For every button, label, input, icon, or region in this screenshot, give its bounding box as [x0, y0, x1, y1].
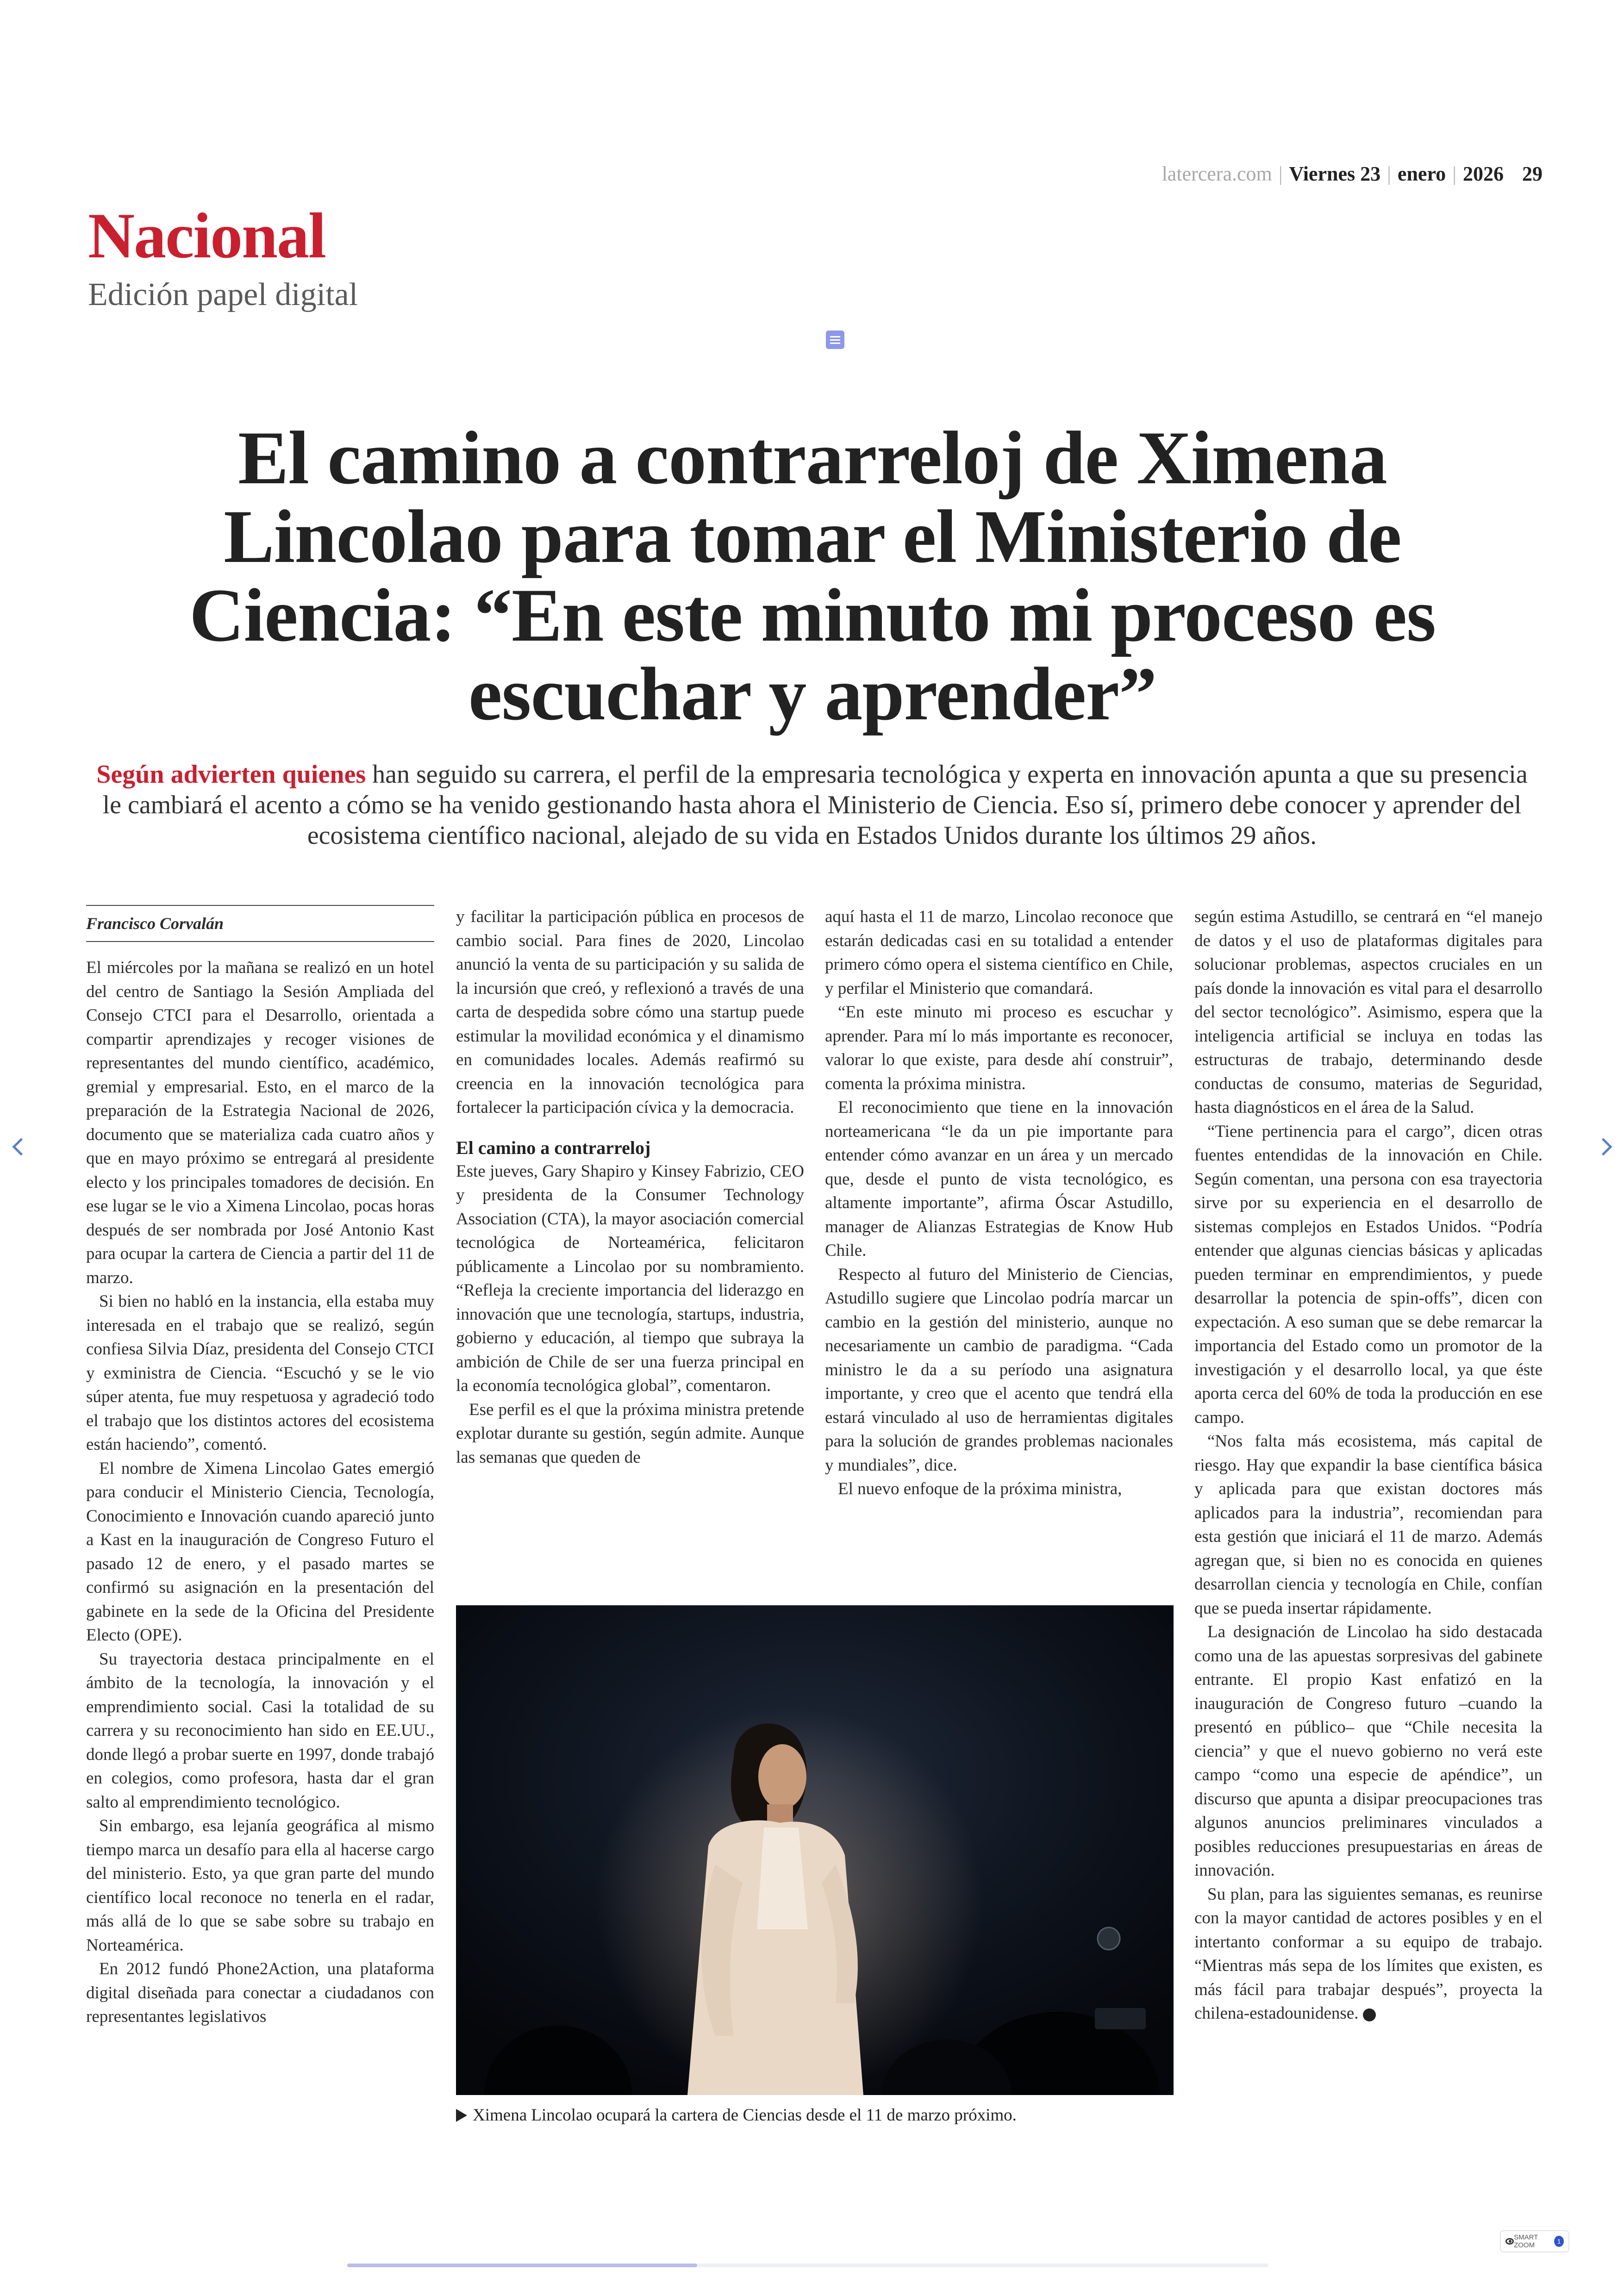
paragraph: aquí hasta el 11 de marzo, Lincolao reconoce que estarán dedicadas casi en su totalidad a entender primero cómo opera el sistema científico en Chile, y perfilar el Ministerio que comandará.: [825, 907, 1173, 998]
paragraph: Si bien no habló en la instancia, ella estaba muy interesada en el trabajo que se realizó, según confiesa Silvia Díaz, presidenta del Consejo CTCI y exministra de Ciencia. “Escuchó y se le vio súper atenta, fue muy respetuosa y agradeció todo el trabajo que los distintos actores del ecosistema están haciendo”, comentó.: [86, 1292, 434, 1454]
page-number: 29: [1522, 162, 1543, 185]
paragraph: “Tiene pertinencia para el cargo”, dicen otras fuentes entendidas de la innovación en Chile. Según comentan, una persona con esa trayectoria sirve por su experiencia en el desarrollo de sistemas complejos en Estados Unidos. “Podría entender que algunas ciencias básicas y aplicadas pueden terminar en emprendimientos, y puede desarrollar la potencia de spin-offs”, dicen con expectación. A eso suman que se debe remarcar la importancia del Estado como un promotor de la investigación y el desarrollo local, ya que éste aporta cerca del 60% de toda la producción en ese campo.: [1194, 1122, 1543, 1427]
article-column-1: [86, 905, 434, 2029]
caption-text: Ximena Lincolao ocupará la cartera de Ciencias desde el 11 de marzo próximo.: [473, 2106, 1017, 2125]
end-of-article-icon: [1363, 2008, 1376, 2021]
date-month: enero: [1397, 162, 1446, 185]
next-page-button[interactable]: [1593, 1133, 1617, 1161]
paragraph: “Nos falta más ecosistema, más capital de riesgo. Hay que expandir la base científica básica y aplicada para que existan doctores más aplicados para la industria”, recomiendan para esta gestión que iniciará el 11 de marzo. Además agregan que, si bien no es conocida en quienes desarrollan ciencia y tecnología en Chile, confían que se pueda insertar rápidamente.: [1194, 1432, 1543, 1618]
site-name: latercera.com: [1162, 162, 1272, 185]
deck-text: han seguido su carrera, el perfil de la empresaria tecnológica y experta en innovación apunta a que su presencia le cambiará el acento a cómo se ha venido gestionando hasta ahora el Ministerio de Ciencia. Eso sí, primero debe conocer y aprender del ecosistema científico nacional, alejado de su vida en Estados Unidos durante los últimos 29 años.: [102, 760, 1528, 850]
date-day: Viernes 23: [1289, 162, 1381, 185]
paragraph: El reconocimiento que tiene en la innovación norteamericana “le da un pie importante para entender cómo avanzar en un área y un mercado que, desde el punto de vista tecnológico, es altamente importante”, afirma Óscar Astudillo, manager de Alianzas Estrategias de Know Hub Chile.: [825, 1098, 1173, 1260]
paragraph: [1194, 1883, 1543, 2026]
subheading: El camino a contrarreloj: [456, 1137, 651, 1158]
reading-progress-bar[interactable]: [347, 2264, 1268, 2267]
smart-zoom-label: SMART ZOOM: [1514, 2233, 1538, 2249]
smart-zoom-count: 1: [1554, 2236, 1564, 2247]
date-year: 2026: [1463, 162, 1504, 185]
article-column-2: [456, 905, 804, 1469]
photo-illustration: [456, 1605, 1174, 2095]
paragraph: “En este minuto mi proceso es escuchar y aprender. Para mí lo más importante es reconocer, valorar lo que existe, para desde ahí construir”, comenta la próxima ministra.: [825, 1003, 1173, 1093]
caption-arrow-icon: [456, 2109, 467, 2122]
article-column-3: [825, 905, 1173, 1501]
paragraph: La designación de Lincolao ha sido destacada como una de las apuestas sorpresivas del gabinete entrante. El propio Kast enfatizó en la inauguración de Congreso futuro –cuando la presentó en público– que “Chile necesita la ciencia” y que el nuevo gobierno no verá este campo “como una especie de apéndice”, un discurso que apunta a disipar preocupaciones tras algunos anuncios preliminares vinculados a posibles reducciones presupuestarias en áreas de innovación.: [1194, 1622, 1543, 1880]
deck-lead: Según advierten quienes: [96, 760, 366, 789]
paragraph: y facilitar la participación pública en procesos de cambio social. Para fines de 2020, Lincolao anunció la venta de su participación y su salida de la incursión que creó, y reflexionó a través de una carta de despedida sobre cómo una startup puede estimular la movilidad económica y el dinamismo en comunidades locales. Además reafirmó su creencia en la innovación tecnológica para fortalecer la participación cívica y la democracia.: [456, 907, 804, 1117]
note-icon[interactable]: [826, 331, 844, 349]
previous-page-button[interactable]: [7, 1133, 31, 1161]
paragraph: Sin embargo, esa lejanía geográfica al mismo tiempo marca un desafío para ella al hacerse cargo del ministerio. Esto, ya que gran parte del mundo científico local reconoce no tenerla en el radar, más allá de lo que se sabe sobre su trabajo en Norteamérica.: [86, 1816, 434, 1955]
article-column-4: [1194, 905, 1543, 2026]
article-headline: El camino a contrarreloj de Ximena Lincolao para tomar el Ministerio de Ciencia: “En este minuto mi proceso es escuchar y aprender”: [189, 416, 1436, 736]
smart-zoom-badge[interactable]: [1500, 2230, 1569, 2252]
paragraph: según estima Astudillo, se centrará en “el manejo de datos y el uso de plataformas digitales para solucionar problemas, aspectos cruciales en un país donde la innovación es vital para el desarrollo del sector tecnológico”. Asimismo, espera que la inteligencia artificial se incluya en todas las estructuras de trabajo, determinando desde conductas de consumo, materias de Seguridad, hasta diagnósticos en el área de la Salud.: [1194, 907, 1543, 1117]
paragraph: En 2012 fundó Phone2Action, una plataforma digital diseñada para conectar a ciudadanos con representantes legislativos: [86, 1959, 434, 2026]
paragraph: El nombre de Ximena Lincolao Gates emergió para conducir el Ministerio Ciencia, Tecnología, Conocimiento e Innovación cuando apareció junto a Kast en la inauguración de Congreso Futuro el pasado 12 de enero, y el pasado martes se confirmó su asignación en la presentación del gabinete en la sede de la Oficina del Presidente Electo (OPE).: [86, 1459, 434, 1645]
paragraph-text: Su plan, para las siguientes semanas, es reunirse con la mayor cantidad de actores posibles y en el intertanto conformar a su equipo de trabajo. “Mientras más sepa de los límites que existen, es más fácil para trabajar después”, proyecta la chilena-estadounidense.: [1194, 1884, 1543, 2023]
paragraph: El miércoles por la mañana se realizó en un hotel del centro de Santiago la Sesión Ampliada del Consejo CTCI para el Desarrollo, orientada a compartir aprendizajes y recoger visiones de representantes del mundo científico, académico, gremial y empresarial. Esto, en el marco de la preparación de la Estrategia Nacional de 2026, documento que se materializa cada cuatro años y que en mayo próximo se entregará al presidente electo y los principales tomadores de decisión. En ese lugar se le vio a Ximena Lincolao, pocas horas después de ser nombrada por José Antonio Kast para ocupar la cartera de Ciencia a partir del 11 de marzo.: [86, 958, 434, 1287]
byline: Francisco Corvalán: [86, 905, 434, 942]
paragraph: Este jueves, Gary Shapiro y Kinsey Fabrizio, CEO y presidenta de la Consumer Technology Association (CTA), la mayor asociación comercial tecnológica de Norteamérica, felicitaron públicamente a Lincolao por su nombramiento. “Refleja la creciente importancia del liderazgo en innovación que une tecnología, startups, industria, gobierno y educación, al tiempo que subraya la ambición de Chile de ser una fuerza principal en la economía tecnológica global”, comentaron.: [456, 1161, 804, 1395]
paragraph: Ese perfil es el que la próxima ministra pretende explotar durante su gestión, según admite. Aunque las semanas que queden de: [456, 1400, 804, 1467]
paragraph: Su trayectoria destaca principalmente en el ámbito de la tecnología, la innovación y el emprendimiento social. Casi la totalidad de su carrera y su reconocimiento han sido en EE.UU., donde llegó a probar suerte en 1997, donde trabajó en colegios, como profesora, hasta dar el gran salto al emprendimiento tecnológico.: [86, 1649, 434, 1812]
page-meta: latercera.com | Viernes 23 | enero | 2026 29: [1162, 162, 1543, 185]
eye-icon: [1505, 2238, 1514, 2245]
section-title: Nacional: [88, 200, 325, 272]
paragraph: El nuevo enfoque de la próxima ministra,: [838, 1479, 1122, 1498]
edition-label: Edición papel digital: [88, 277, 358, 312]
article-deck: [88, 759, 1536, 851]
paragraph: Respecto al futuro del Ministerio de Ciencias, Astudillo sugiere que Lincolao podría marcar un cambio en la gestión del ministerio, aunque no necesariamente un cambio de paradigma. “Cada ministro le da a su período una asignatura importante, y creo que el acento que tendrá ella estará vinculado al uso de herramientas digitales para la solución de grandes problemas nacionales y mundiales”, dice.: [825, 1265, 1173, 1475]
photo-caption: [456, 2105, 1174, 2125]
article-photo[interactable]: [456, 1605, 1174, 2095]
section-masthead: [88, 200, 358, 312]
reading-progress-fill: [347, 2264, 697, 2267]
